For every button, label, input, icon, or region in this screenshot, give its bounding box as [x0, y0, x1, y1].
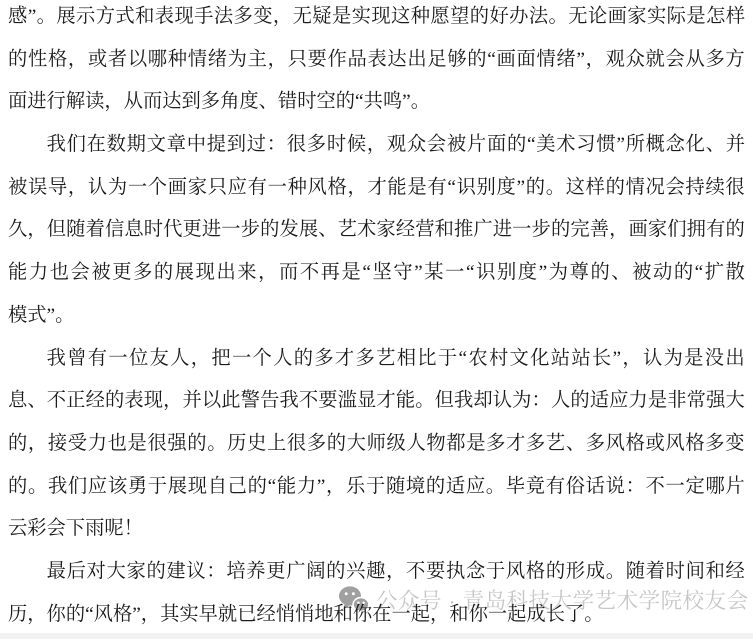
text-line: 我 曾 有 一 位 友 人 ， 把 一 个 人 的 多 才 多 艺 相 比 于 “ 农 村 文 化 站 站 长 ” ， 认 为 是 没 出: [46, 347, 745, 369]
text-line: 被 误 导 ， 认 为 一 个 画 家 只 应 有 一 种 风 格 ， 才 能 是 有 “ 识 别 度 ” 的 。 这 样 的 情 况 会 持 续 很: [8, 176, 745, 198]
text-line: 息 、 不 正 经 的 表 现 ， 并 以 此 警 告 我 不 要 滥 显 才 能 。 但 我 却 认 为 ： 人 的 适 应 力 是 非 常 强 大: [8, 390, 745, 412]
text-line: 我 们 在 数 期 文 章 中 提 到 过 ： 很 多 时 候 ， 观 众 会 被 片 面 的 “ 美 术 习 惯 ” 所 概 念 化 、 并: [46, 134, 745, 156]
watermark-text: 公众号 · 青岛科技大学艺术学院校友会: [376, 589, 749, 613]
text-line: 历，你的“风格”，其实早就已经悄悄地和你在一起，和你一起成长了。: [8, 603, 604, 625]
text-line: 面进行解读，从而达到多角度、错时空的“共鸣”。: [8, 91, 431, 113]
text-line: 的 性 格 ， 或 者 以 哪 种 情 绪 为 主 ， 只 要 作 品 表 达 出 足 够 的 “ 画 面 情 绪 ” ， 观 众 就 会 从 多 方: [8, 48, 745, 70]
text-line: 的 。 我 们 应 该 勇 于 展 现 自 己 的 “ 能 力 ” ， 乐 于 随 境 的 适 应 。 毕 竟 有 俗 话 说 ： 不 一 定 哪 片: [8, 475, 745, 497]
text-line: 感 ” 。 展 示 方 式 和 表 现 手 法 多 变 ， 无 疑 是 实 现 这 种 愿 望 的 好 办 法 。 无 论 画 家 实 际 是 怎 样: [8, 6, 745, 27]
text-line: 久 ， 但 随 着 信 息 时 代 更 进 一 步 的 发 展 、 艺 术 家 经 营 和 推 广 进 一 步 的 完 善 ， 画 家 们 拥 有 的: [8, 219, 745, 241]
text-line: 的 ， 接 受 力 也 是 很 强 的 。 历 史 上 很 多 的 大 师 级 人 物 都 是 多 才 多 艺 、 多 风 格 或 风 格 多 变: [8, 432, 745, 454]
text-line: 能 力 也 会 被 更 多 的 展 现 出 来 ， 而 不 再 是 “ 坚 守 ” 某 一 “ 识 别 度 ” 为 尊 的 、 被 动 的 “ 扩 散: [8, 262, 745, 284]
text-line: 云彩会下雨呢！: [8, 518, 143, 540]
article: [8, 0, 745, 636]
text-line: 最 后 对 大 家 的 建 议 ： 培 养 更 广 阔 的 兴 趣 ， 不 要 执 念 于 风 格 的 形 成 。 随 着 时 间 和 经: [46, 560, 745, 582]
text-line: 模式”。: [8, 304, 75, 326]
